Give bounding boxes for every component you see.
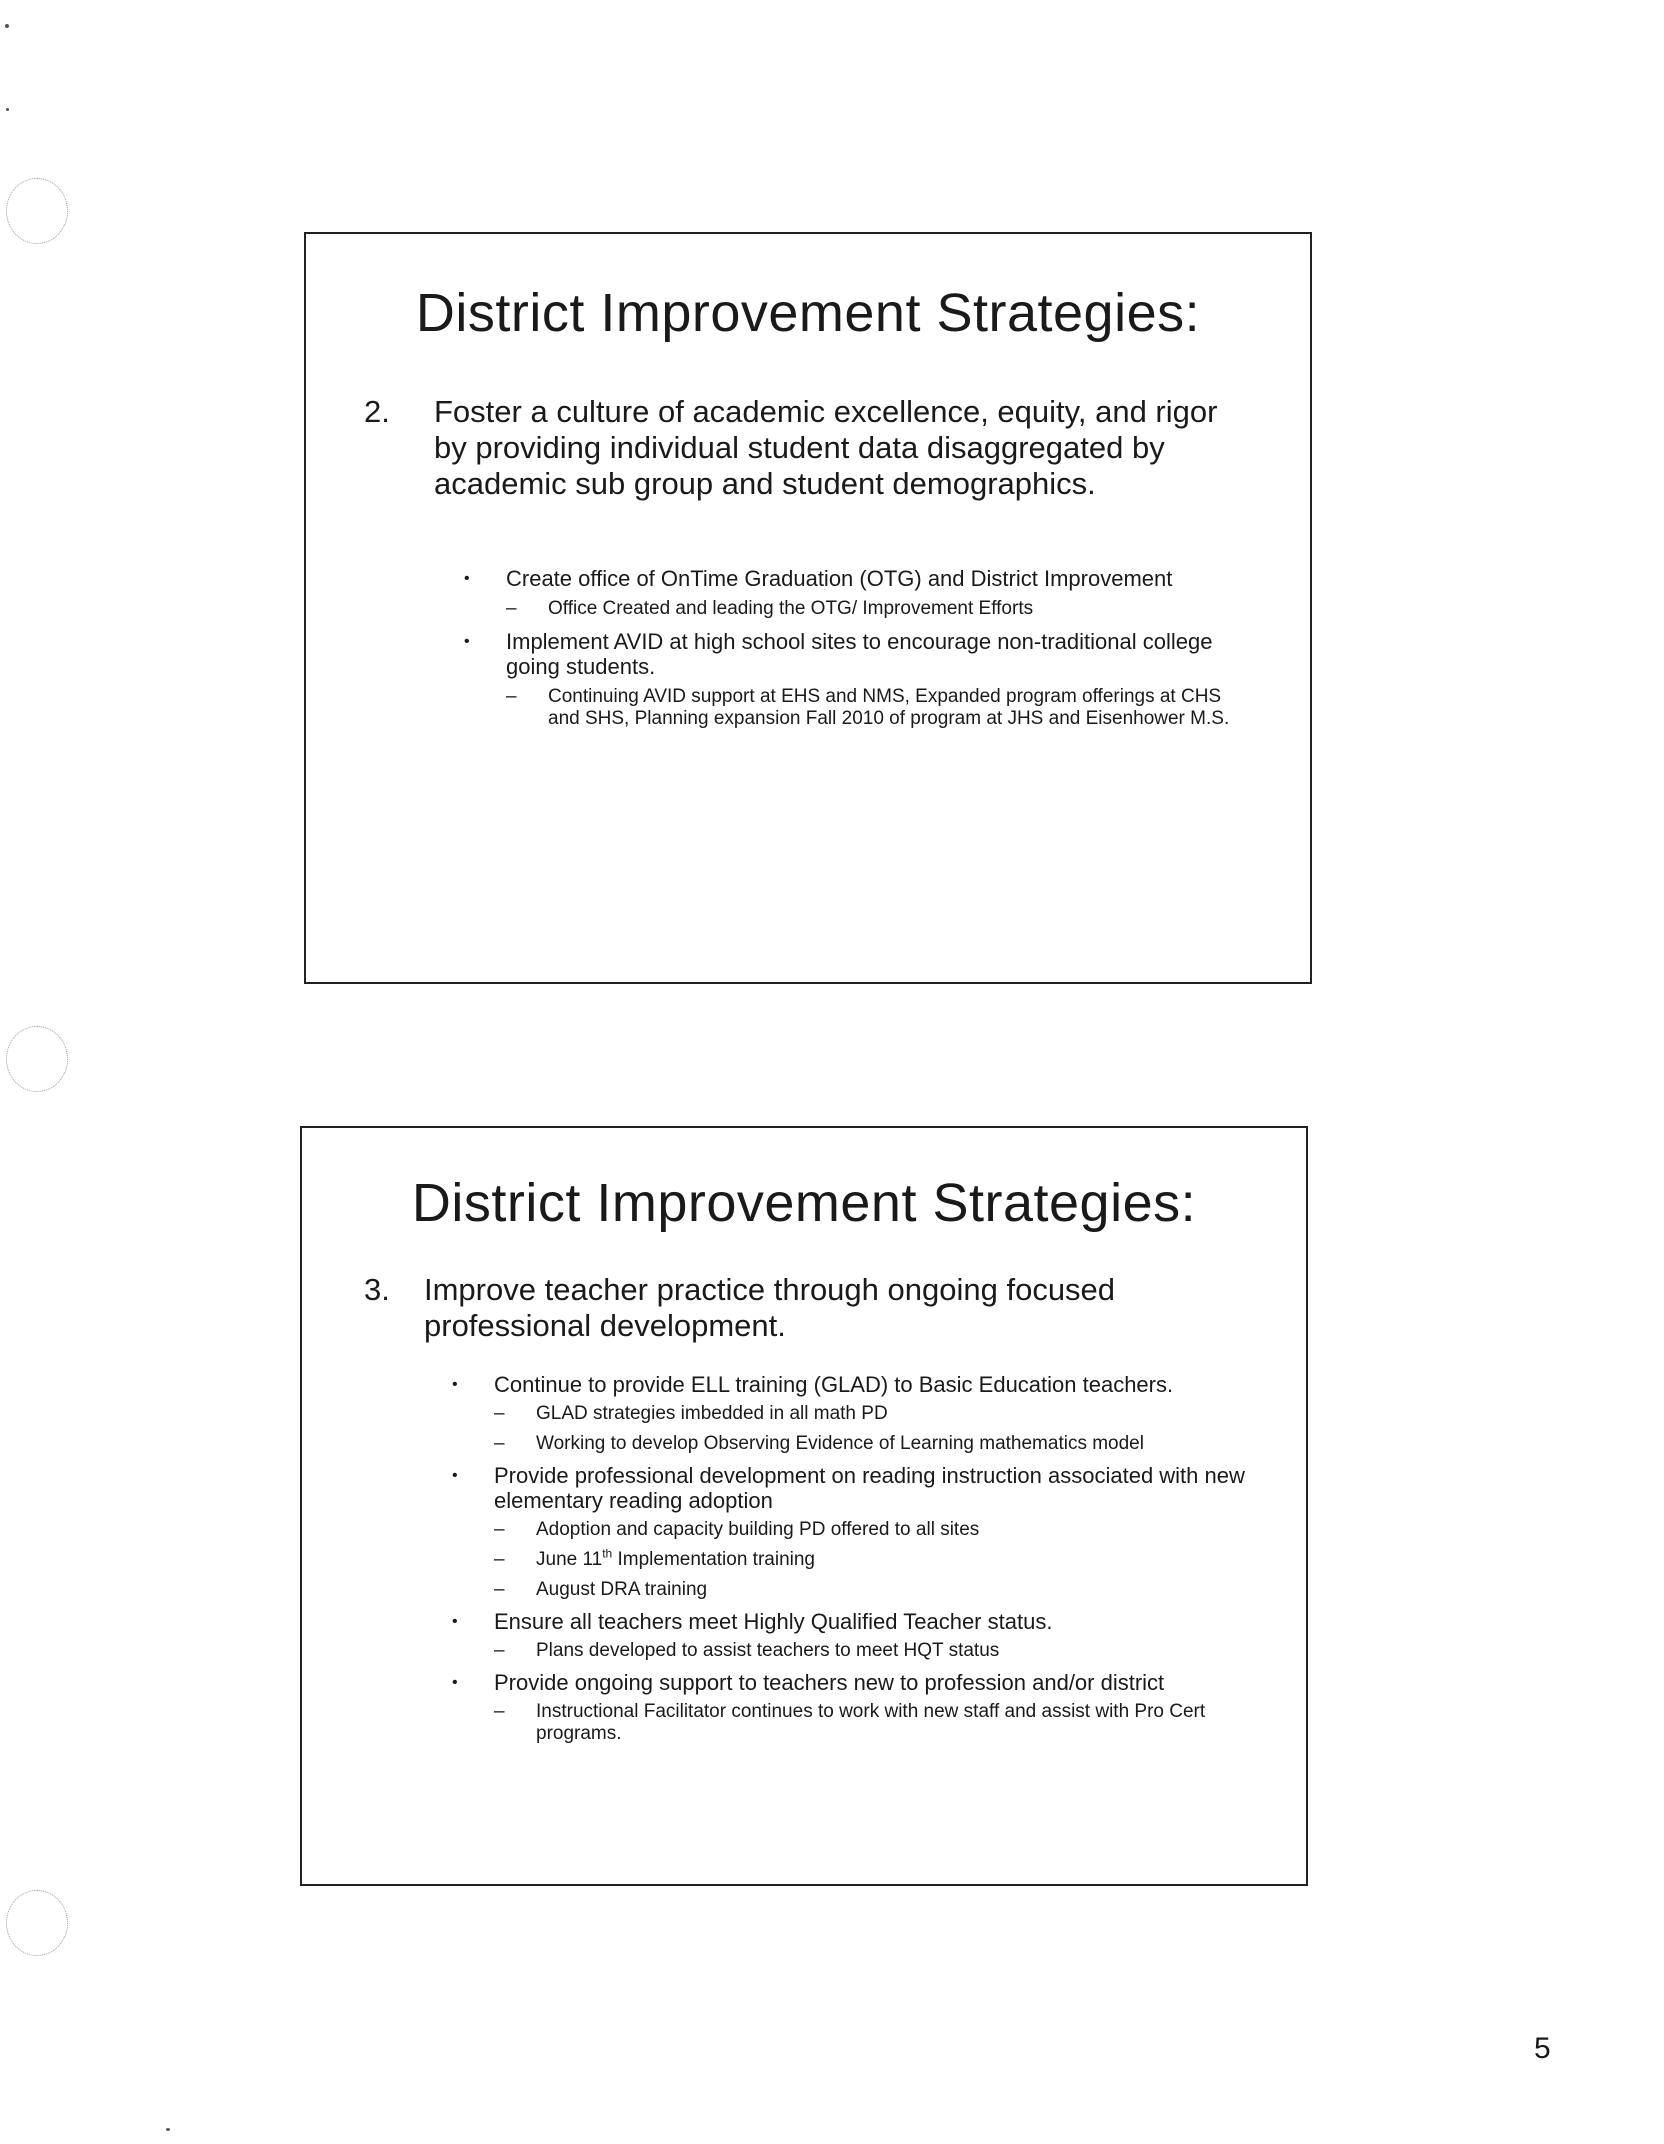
strategy-number: 2.: [364, 394, 390, 429]
sub-item: [494, 1579, 1258, 1601]
sub-item: [494, 1640, 1258, 1662]
item-text: Continue to provide ELL training (GLAD) to Basic Education teachers.: [494, 1372, 1174, 1397]
dash-icon: –: [494, 1519, 505, 1540]
sub-item-text: August DRA training: [536, 1579, 708, 1600]
sub-item-text: Office Created and leading the OTG/ Improvement Efforts: [548, 598, 1034, 619]
item-text: Create office of OnTime Graduation (OTG) and District Improvement: [506, 566, 1173, 591]
slide-2: [300, 1126, 1308, 1886]
list-item: [452, 1372, 1258, 1397]
bullet-icon: •: [464, 633, 470, 650]
bullet-icon: •: [452, 1674, 458, 1691]
item-text: Provide professional development on reading instruction associated with new elementary reading adoption: [494, 1463, 1245, 1513]
sub-item-text-prefix: June 11: [536, 1549, 603, 1570]
strategy-items: [452, 1372, 1258, 1745]
sub-item: [506, 686, 1244, 730]
dash-icon: –: [494, 1701, 505, 1722]
bullet-icon: •: [452, 1376, 458, 1393]
dash-icon: –: [506, 686, 517, 707]
item-text: Implement AVID at high school sites to encourage non-traditional college going students.: [506, 629, 1213, 679]
sub-item-text: Continuing AVID support at EHS and NMS, Expanded program offerings at CHS and SHS, Planning expansion Fall 2010 of program at JHS and Eisenhower M.S.: [548, 686, 1230, 729]
slide-title: District Improvement Strategies:: [415, 283, 1201, 343]
dash-icon: –: [494, 1579, 505, 1600]
sub-item-text: Instructional Facilitator continues to work with new staff and assist with Pro Cert programs.: [536, 1701, 1206, 1744]
dash-icon: –: [494, 1640, 505, 1661]
list-item: [452, 1463, 1258, 1513]
slide-1: [304, 232, 1312, 984]
sub-item: [506, 598, 1244, 620]
sub-item-text: Adoption and capacity building PD offered to all sites: [536, 1519, 980, 1540]
list-item: [452, 1609, 1258, 1634]
list-item: [452, 1670, 1258, 1695]
dash-icon: –: [494, 1403, 505, 1424]
strategy-items: [464, 566, 1244, 730]
sub-item-text: Plans developed to assist teachers to meet HQT status: [536, 1640, 1000, 1661]
scan-speck: [166, 2128, 170, 2131]
dash-icon: –: [506, 598, 517, 619]
scan-speck: [5, 24, 9, 28]
dash-icon: –: [494, 1549, 505, 1570]
punch-hole-bottom: [6, 1890, 68, 1956]
strategy-heading: Improve teacher practice through ongoing focused professional development.: [424, 1272, 1116, 1343]
item-text: Ensure all teachers meet Highly Qualified Teacher status.: [494, 1609, 1053, 1634]
sub-item: [494, 1701, 1258, 1745]
sub-item-text-suffix: Implementation training: [612, 1549, 815, 1570]
sub-item: [494, 1403, 1258, 1425]
punch-hole-top: [6, 178, 68, 244]
punch-hole-middle: [6, 1026, 68, 1092]
sub-item: [494, 1433, 1258, 1455]
bullet-icon: •: [464, 570, 470, 587]
slide-title: District Improvement Strategies:: [411, 1173, 1197, 1233]
ordinal-suffix: th: [602, 1546, 613, 1561]
list-item: [464, 566, 1244, 591]
dash-icon: –: [494, 1433, 505, 1454]
sub-item-text: [536, 1546, 815, 1570]
strategy-heading: Foster a culture of academic excellence, equity, and rigor by providing individual student data disaggregated by academic sub group and student demographics.: [434, 394, 1218, 501]
strategy-number: 3.: [364, 1272, 390, 1307]
sub-item: [494, 1519, 1258, 1541]
sub-item-text: GLAD strategies imbedded in all math PD: [536, 1403, 888, 1424]
sub-item: [494, 1546, 1258, 1571]
sub-item-text: Working to develop Observing Evidence of Learning mathematics model: [536, 1433, 1144, 1454]
bullet-icon: •: [452, 1467, 458, 1484]
list-item: [464, 629, 1244, 679]
page-number: 5: [1534, 2032, 1551, 2065]
scan-speck: [6, 108, 9, 111]
item-text: Provide ongoing support to teachers new to profession and/or district: [494, 1670, 1165, 1695]
bullet-icon: •: [452, 1613, 458, 1630]
